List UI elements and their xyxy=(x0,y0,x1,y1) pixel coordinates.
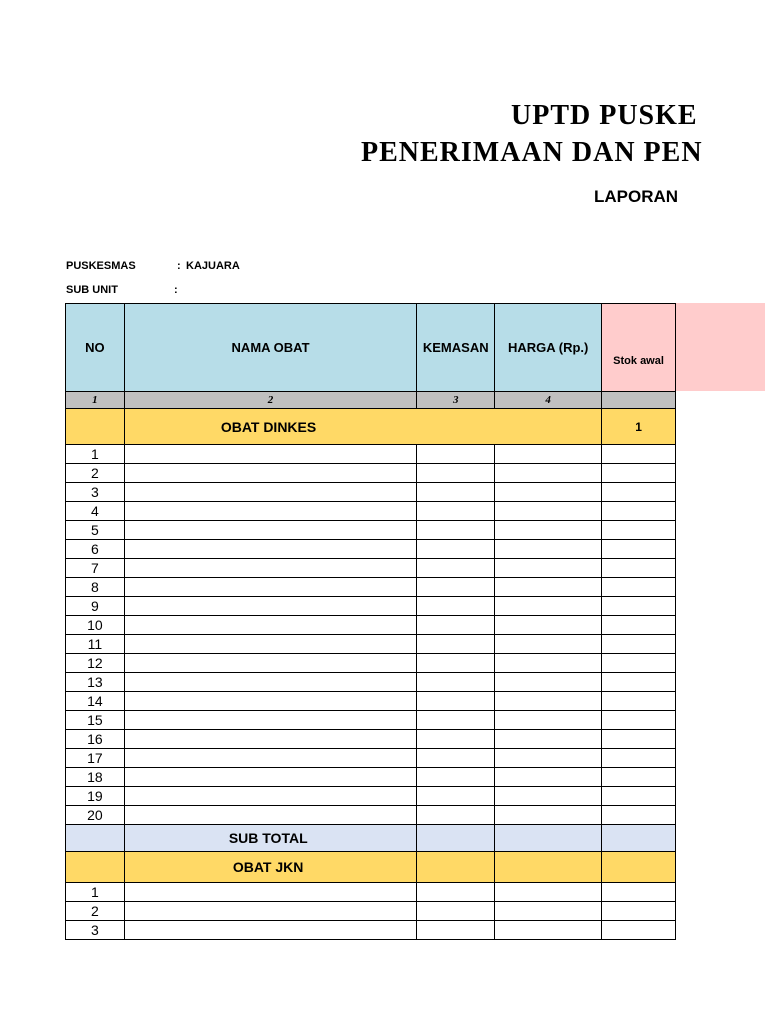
empty-cell[interactable] xyxy=(417,902,495,921)
empty-cell[interactable] xyxy=(495,654,602,673)
table-row xyxy=(66,635,676,654)
table-row xyxy=(66,559,676,578)
section-row-obat-dinkes xyxy=(66,409,676,445)
row-number-cell[interactable]: 10 xyxy=(66,616,125,635)
empty-cell[interactable] xyxy=(602,540,676,559)
col-header-harga[interactable]: HARGA (Rp.) xyxy=(495,304,602,392)
table-row xyxy=(66,883,676,902)
row-number-cell[interactable]: 19 xyxy=(66,787,125,806)
row-number-cell[interactable]: 20 xyxy=(66,806,125,825)
empty-cell[interactable] xyxy=(495,806,602,825)
table-header-row xyxy=(66,304,676,392)
row-number-cell[interactable]: 12 xyxy=(66,654,125,673)
row-number-cell[interactable]: 3 xyxy=(66,483,125,502)
row-number-cell[interactable]: 7 xyxy=(66,559,125,578)
empty-cell[interactable] xyxy=(417,483,495,502)
empty-cell[interactable] xyxy=(495,521,602,540)
empty-cell[interactable] xyxy=(495,673,602,692)
empty-cell[interactable] xyxy=(417,578,495,597)
pink-header-overflow xyxy=(676,303,765,391)
empty-cell[interactable] xyxy=(495,711,602,730)
table-row xyxy=(66,730,676,749)
index-cell[interactable]: 3 xyxy=(417,392,495,409)
empty-cell[interactable] xyxy=(602,883,676,902)
table-row xyxy=(66,749,676,768)
table-row xyxy=(66,768,676,787)
subtotal-harga-cell[interactable] xyxy=(495,825,602,852)
row-number-cell[interactable]: 18 xyxy=(66,768,125,787)
report-title-line1: UPTD PUSKE xyxy=(511,100,698,131)
empty-cell[interactable] xyxy=(602,806,676,825)
section-value-cell[interactable]: 1 xyxy=(602,409,676,445)
subtotal-stok-cell[interactable] xyxy=(602,825,676,852)
empty-cell[interactable] xyxy=(124,521,416,540)
empty-cell[interactable] xyxy=(124,883,416,902)
empty-cell[interactable] xyxy=(124,730,416,749)
row-number-cell[interactable]: 15 xyxy=(66,711,125,730)
empty-cell[interactable] xyxy=(417,654,495,673)
empty-cell[interactable] xyxy=(417,559,495,578)
empty-cell[interactable] xyxy=(124,711,416,730)
empty-cell[interactable] xyxy=(417,787,495,806)
col-header-nama-obat[interactable]: NAMA OBAT xyxy=(124,304,416,392)
table-row xyxy=(66,711,676,730)
empty-cell[interactable] xyxy=(602,673,676,692)
empty-cell[interactable] xyxy=(124,502,416,521)
empty-cell[interactable] xyxy=(602,749,676,768)
empty-cell[interactable] xyxy=(495,559,602,578)
empty-cell[interactable] xyxy=(124,806,416,825)
empty-cell[interactable] xyxy=(602,578,676,597)
empty-cell[interactable] xyxy=(124,768,416,787)
empty-cell[interactable] xyxy=(495,692,602,711)
empty-cell[interactable] xyxy=(495,483,602,502)
section-harga-cell[interactable] xyxy=(495,852,602,883)
row-number-cell[interactable]: 2 xyxy=(66,902,125,921)
empty-cell[interactable] xyxy=(495,787,602,806)
empty-cell[interactable] xyxy=(495,597,602,616)
table-row xyxy=(66,787,676,806)
empty-cell[interactable] xyxy=(602,730,676,749)
row-number-cell[interactable]: 4 xyxy=(66,502,125,521)
empty-cell[interactable] xyxy=(124,921,416,940)
empty-cell[interactable] xyxy=(124,559,416,578)
empty-cell[interactable] xyxy=(417,616,495,635)
empty-cell[interactable] xyxy=(602,559,676,578)
row-number-cell[interactable]: 17 xyxy=(66,749,125,768)
empty-cell[interactable] xyxy=(124,749,416,768)
empty-cell[interactable] xyxy=(417,921,495,940)
empty-cell[interactable] xyxy=(602,597,676,616)
row-number-cell[interactable]: 9 xyxy=(66,597,125,616)
empty-cell[interactable] xyxy=(602,445,676,464)
empty-cell[interactable] xyxy=(495,902,602,921)
empty-cell[interactable] xyxy=(602,902,676,921)
row-number-cell[interactable]: 8 xyxy=(66,578,125,597)
empty-cell[interactable] xyxy=(417,502,495,521)
empty-cell[interactable] xyxy=(602,787,676,806)
empty-cell[interactable] xyxy=(602,483,676,502)
row-number-cell[interactable]: 3 xyxy=(66,921,125,940)
table-row xyxy=(66,673,676,692)
empty-cell[interactable] xyxy=(602,921,676,940)
empty-cell[interactable] xyxy=(602,521,676,540)
puskesmas-label: PUSKESMAS xyxy=(66,260,136,272)
medicine-report-table xyxy=(65,303,676,940)
row-number-cell[interactable]: 6 xyxy=(66,540,125,559)
empty-cell[interactable] xyxy=(124,483,416,502)
empty-cell[interactable] xyxy=(602,768,676,787)
empty-cell[interactable] xyxy=(602,654,676,673)
empty-cell[interactable] xyxy=(495,768,602,787)
empty-cell[interactable] xyxy=(417,806,495,825)
subtotal-kemasan-cell[interactable] xyxy=(417,825,495,852)
empty-cell[interactable] xyxy=(495,502,602,521)
puskesmas-value: KAJUARA xyxy=(186,260,240,272)
subunit-label: SUB UNIT xyxy=(66,284,118,296)
empty-cell[interactable] xyxy=(495,578,602,597)
row-number-cell[interactable]: 16 xyxy=(66,730,125,749)
empty-cell[interactable] xyxy=(124,902,416,921)
row-number-cell[interactable]: 1 xyxy=(66,445,125,464)
col-header-kemasan[interactable]: KEMASAN xyxy=(417,304,495,392)
table-row xyxy=(66,578,676,597)
subtotal-row xyxy=(66,825,676,852)
stok-awal-label: Stok awal xyxy=(613,354,664,367)
empty-cell[interactable] xyxy=(124,578,416,597)
row-number-cell[interactable]: 11 xyxy=(66,635,125,654)
empty-cell[interactable] xyxy=(602,464,676,483)
empty-cell[interactable] xyxy=(602,502,676,521)
table-row xyxy=(66,806,676,825)
section-no-cell[interactable] xyxy=(66,409,125,445)
table-row xyxy=(66,616,676,635)
empty-cell[interactable] xyxy=(124,445,416,464)
empty-cell[interactable] xyxy=(495,635,602,654)
empty-cell[interactable] xyxy=(602,616,676,635)
empty-cell[interactable] xyxy=(417,692,495,711)
empty-cell[interactable] xyxy=(495,883,602,902)
empty-cell[interactable] xyxy=(124,654,416,673)
table-row xyxy=(66,483,676,502)
empty-cell[interactable] xyxy=(124,673,416,692)
empty-cell[interactable] xyxy=(417,673,495,692)
section-row-obat-jkn xyxy=(66,852,676,883)
empty-cell[interactable] xyxy=(124,692,416,711)
table-row xyxy=(66,502,676,521)
empty-cell[interactable] xyxy=(417,711,495,730)
index-cell[interactable]: 1 xyxy=(66,392,125,409)
empty-cell[interactable] xyxy=(495,616,602,635)
subunit-separator: : xyxy=(174,284,178,296)
empty-cell[interactable] xyxy=(417,521,495,540)
table-row xyxy=(66,597,676,616)
section-no-cell[interactable] xyxy=(66,852,125,883)
empty-cell[interactable] xyxy=(417,445,495,464)
row-number-cell[interactable]: 14 xyxy=(66,692,125,711)
empty-cell[interactable] xyxy=(495,749,602,768)
empty-cell[interactable] xyxy=(417,597,495,616)
section-label-obat-jkn[interactable]: OBAT JKN xyxy=(124,852,416,883)
empty-cell[interactable] xyxy=(495,540,602,559)
subtotal-label[interactable]: SUB TOTAL xyxy=(124,825,416,852)
table-row xyxy=(66,521,676,540)
empty-cell[interactable] xyxy=(602,692,676,711)
empty-cell[interactable] xyxy=(417,635,495,654)
index-cell[interactable]: 2 xyxy=(124,392,416,409)
empty-cell[interactable] xyxy=(124,464,416,483)
column-index-row xyxy=(66,392,676,409)
row-number-cell[interactable]: 5 xyxy=(66,521,125,540)
section-stok-cell[interactable] xyxy=(602,852,676,883)
report-title-line2: PENERIMAAN DAN PEN xyxy=(361,137,703,168)
index-cell[interactable]: 4 xyxy=(495,392,602,409)
empty-cell[interactable] xyxy=(124,635,416,654)
puskesmas-separator: : xyxy=(177,260,181,272)
row-number-cell[interactable]: 1 xyxy=(66,883,125,902)
col-header-stok-awal[interactable] xyxy=(602,304,676,392)
table-row xyxy=(66,445,676,464)
empty-cell[interactable] xyxy=(417,883,495,902)
empty-cell[interactable] xyxy=(602,711,676,730)
empty-cell[interactable] xyxy=(124,787,416,806)
empty-cell[interactable] xyxy=(495,464,602,483)
empty-cell[interactable] xyxy=(124,597,416,616)
col-header-no[interactable]: NO xyxy=(66,304,125,392)
table-row xyxy=(66,921,676,940)
empty-cell[interactable] xyxy=(495,445,602,464)
table-row xyxy=(66,464,676,483)
empty-cell[interactable] xyxy=(417,464,495,483)
table-row xyxy=(66,902,676,921)
table-row xyxy=(66,654,676,673)
report-title-line3: LAPORAN xyxy=(594,187,679,206)
row-number-cell[interactable]: 13 xyxy=(66,673,125,692)
empty-cell[interactable] xyxy=(495,921,602,940)
table-row xyxy=(66,540,676,559)
empty-cell[interactable] xyxy=(417,730,495,749)
empty-cell[interactable] xyxy=(417,540,495,559)
section-kemasan-cell[interactable] xyxy=(417,852,495,883)
index-cell[interactable] xyxy=(602,392,676,409)
empty-cell[interactable] xyxy=(602,635,676,654)
empty-cell[interactable] xyxy=(417,768,495,787)
empty-cell[interactable] xyxy=(495,730,602,749)
table-row xyxy=(66,692,676,711)
empty-cell[interactable] xyxy=(124,616,416,635)
row-number-cell[interactable]: 2 xyxy=(66,464,125,483)
subtotal-no-cell[interactable] xyxy=(66,825,125,852)
empty-cell[interactable] xyxy=(124,540,416,559)
section-label-obat-dinkes[interactable]: OBAT DINKES xyxy=(124,409,601,445)
empty-cell[interactable] xyxy=(417,749,495,768)
